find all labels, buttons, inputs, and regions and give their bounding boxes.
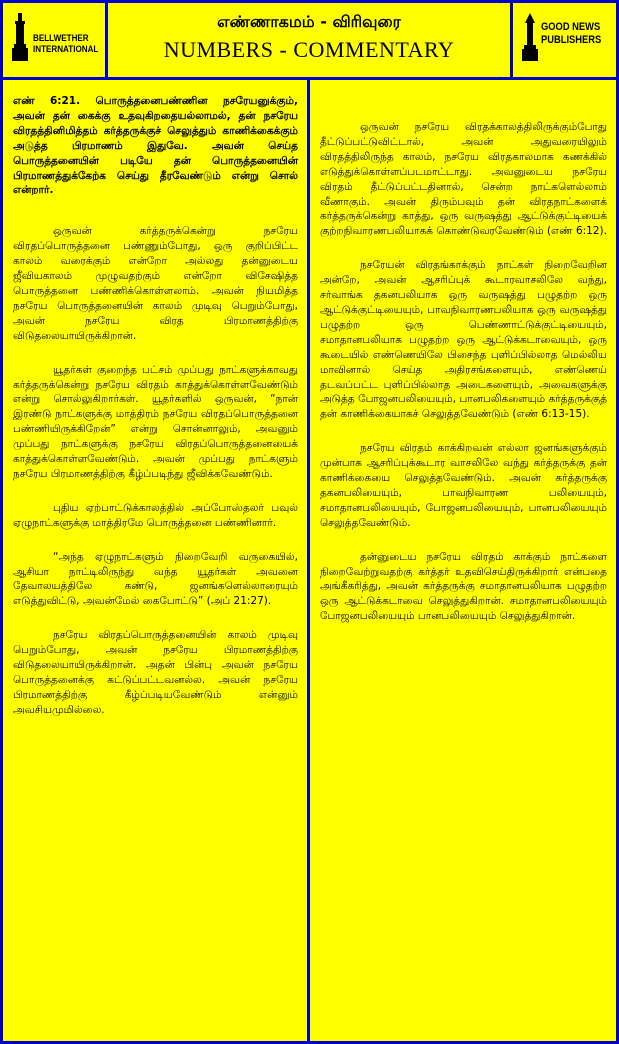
title-tamil: எண்ணாகமம் - விரிவுரை <box>217 12 401 31</box>
paragraph: ஒருவன் கர்த்தருக்கென்று நசரேய விரதப்பொருத்தனை பண்ணும்போது, ஒரு குறிப்பிட்ட காலம் வரைக்கும் என்றோ அல்லது தன்னுடைய ஜீவியகாலம் முழுவதற்கும் என்றோ விசேஷித்த பொருத்தனை பண்ணிக்கொள்ளலாம். அவன் நியமித்த நசரேய பொருத்தனையின் காலம் முடிவு பெறும்போது, அவன் நசரேய விரத பிரமாணத்திற்கு விடுதலையாயிருக்கிறான். <box>13 225 298 342</box>
paragraph: நசரேய விரதப்பொருத்தனையின் காலம் முடிவு பெறும்போது, அவன் நசரேய பிரமாணத்திற்கு விடுதலையாயிருக்கிறான். அதன் பின்பு அவன் நசரேய பொருத்தனைக்கு கட்டுப்பட்டவனல்ல. அவன் நசரேய பிரமாணத்திற்கு கீழ்ப்படியவேண்டும் என்னும் அவசியமுமில்லை. <box>13 629 298 716</box>
bellwether-logo <box>3 3 105 77</box>
paragraph: யூதர்கள் குறைந்த பட்சம் முப்பது நாட்களுக்காவது கர்த்தருக்கென்று நசரேய விரதம் காத்துக்கொள்ளவேண்டும் என்று சொல்லுகிறார்கள். யூதர்களில் ஒருவன், “நான் இரண்டு நாட்களுக்கு மாத்திரம் நசரேய விரதப்பொருத்தனை பண்ணியிருக்கிறேன்” என்று சொன்னாலும், அவனும் முப்பது நாட்களுக்கு நசரேய விரதப்பொருத்தனையைக் காத்துக்கொள்ளவேண்டும். அவன் முப்பது நாட்களும் நசரேய பிரமாணத்திற்கு கீழ்ப்படிந்து ஜீவிக்கவேண்டும். <box>13 363 298 480</box>
bellwether-icon <box>11 13 29 63</box>
left-column <box>3 80 307 1041</box>
logo-line-1: GOOD NEWS <box>541 21 601 33</box>
paragraph: ஒருவன் நசரேய விரதக்காலத்திலிருக்கும்போது தீட்டுப்பட்டுவிட்டால், அவன் அதுவரையிலும் விரதத்திலிருந்த காலம், நசரேய விரதகாலமாக கணக்கில் எடுத்துக்கொள்ளப்படமாட்டாது. அவனுடைய நசரேய விரதம் தீட்டுப்பட்டதினால், சென்ற நாட்களெல்லாம் வீணாகும். அவன் திரும்பவும் தன் விரதநாட்களைக் கர்த்தருக்கென்று காத்து, ஒரு வருஷத்து ஆட்டுக்குட்டியைக் குற்றநிவாரணபலியாகக் கொண்டுவரவேண்டும் (எண் 6:12). <box>320 121 607 238</box>
page-title <box>108 3 510 77</box>
title-english: NUMBERS - COMMENTARY <box>163 37 455 62</box>
right-column <box>310 80 616 1041</box>
paragraph: தன்னுடைய நசரேய விரதம் காக்கும் நாட்களை நிறைவேற்றுவதற்கு கர்த்தர் உதவிசெய்திருக்கிறார் என்பதை அங்கீகரித்து, அவன் கர்த்தருக்கு சமாதானபலியாக பழுதற்ற ஒரு ஆட்டுக்கடாவை செலுத்துகிறான். சமாதானபலியையும் போஜனபலியையும் பானபலியையும் செலுத்துகிறான். <box>320 550 607 623</box>
paragraph: நசரேய விரதம் காக்கிறவன் எல்லா ஜனங்களுக்கும் முன்பாக ஆசரிப்புக்கூடார வாசலிலே வந்து கர்த்தருக்கு தன் காணிக்கையை செலுத்தவேண்டும். அவன் கர்த்தருக்கு தகனபலியையும், பாவநிவாரண பலியையும், சமாதானபலியையும், போஜனபலியையும், பானபலியையும் செலுத்தவேண்டும். <box>320 442 607 529</box>
logo-line-1: BELLWETHER <box>33 33 89 44</box>
logo-line-2: INTERNATIONAL <box>33 44 99 55</box>
verse-heading: எண் 6:21. பொருத்தனைபண்ணின நசரேயனுக்கும், அவன் தன் கைக்கு உதவுகிறதையல்லாமல், தன் நசரேய விரதத்தினிமித்தம் கர்த்தருக்குச் செலுத்தும் காணிக்கைக்கும் அடுத்த பிரமாணம் இதுவே. அவன் செய்த பொருத்தனையின் படியே தன் பொருத்தனையின் பிரமாணத்துக்கேற்க செய்து தீரவேண்டும் என்று சொல் என்றார். <box>13 95 298 197</box>
logo-line-2: PUBLISHERS <box>541 34 602 46</box>
tower-icon <box>521 13 539 63</box>
good-news-logo <box>513 3 616 77</box>
paragraph: புதிய ஏற்பாட்டுக்காலத்தில் அப்போஸ்தலர் பவுல் ஏழுநாட்களுக்கு மாத்திரமே பொருத்தனை பண்ணினார். <box>13 501 298 529</box>
paragraph: நசரேயன் விரதங்காக்கும் நாட்கள் நிறைவேறின அன்றே, அவன் ஆசரிப்புக் கூடாரவாசலிலே வந்து, சர்வாங்க தகனபலியாக ஒரு வருஷத்து பழுதற்ற ஒரு ஆட்டுக்குட்டியையும், பாவநிவாரணபலியாக ஒரு வருஷத்து பழுதற்ற ஒரு பெண்ணாட்டுக்குட்டியையும், சமாதானபலியாக பழுதற்ற ஒரு ஆட்டுக்கடாவையும், ஒரு கூடையில் எண்ணெயிலே பிசைந்த புளிப்பில்லாத மெல்லிய மாவினால் செய்த அதிரசங்களையும், எண்ணெய் தடவப்பட்ட புளிப்பில்லாத அடைகளையும், அவைகளுக்கு அடுத்த போஜனபலியையும், பானபலிகளையும் கர்த்தருக்குத் தன் காணிக்கையாகச் செலுத்தவேண்டும் (எண் 6:13-15). <box>320 259 607 421</box>
paragraph: “அந்த ஏழுநாட்களும் நிறைவேறி வருகையில், ஆசியா நாட்டிலிருந்து வந்த யூதர்கள் அவனை தேவாலயத்திலே கண்டு, ஜனங்களெல்லாரையும் எடுத்துவிட்டு, அவன்மேல் கைபோட்டு” (அப் 21:27). <box>13 550 298 608</box>
